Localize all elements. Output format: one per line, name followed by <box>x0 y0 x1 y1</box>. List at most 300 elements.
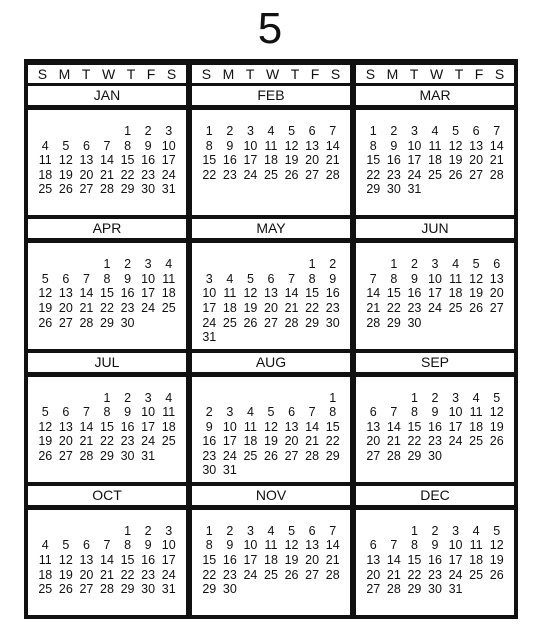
weekday-header-row <box>28 65 514 83</box>
day-number: 10 <box>407 138 422 153</box>
calendar-number-title: 5 <box>257 4 283 53</box>
day-number: 3 <box>144 257 152 272</box>
day-number: 6 <box>82 138 90 153</box>
day-number: 24 <box>448 434 463 449</box>
day-number: 17 <box>222 434 237 449</box>
empty-day-cell <box>363 391 384 406</box>
day-number: 24 <box>428 301 442 316</box>
day-number: 7 <box>369 271 377 286</box>
day-number: 1 <box>205 523 213 538</box>
month-days-panel <box>28 510 186 615</box>
weekday-label: T <box>409 66 419 82</box>
day-number: 26 <box>284 567 299 582</box>
day-number: 24 <box>161 167 176 182</box>
day-number: 1 <box>308 257 316 272</box>
day-number: 4 <box>452 257 460 272</box>
day-number: 17 <box>407 153 422 168</box>
day-number: 17 <box>243 552 258 567</box>
empty-day-cell <box>240 257 261 272</box>
day-number: 18 <box>469 419 484 434</box>
day-number: 27 <box>489 301 504 316</box>
day-number: 17 <box>141 419 156 434</box>
day-number: 4 <box>41 538 49 553</box>
day-number: 14 <box>325 538 340 553</box>
day-number: 26 <box>489 567 504 582</box>
day-number: 27 <box>264 315 278 330</box>
day-number: 22 <box>120 567 135 582</box>
empty-day-cell <box>76 524 97 539</box>
day-number: 25 <box>222 315 237 330</box>
day-number: 12 <box>284 138 299 153</box>
day-number: 1 <box>205 124 213 138</box>
day-number: 11 <box>243 419 257 434</box>
month-aug <box>192 353 350 482</box>
day-number: 29 <box>120 582 135 597</box>
month-name: SEP <box>356 353 514 372</box>
day-number: 24 <box>243 167 258 182</box>
day-number: 26 <box>58 182 73 197</box>
day-number: 13 <box>366 552 381 567</box>
empty-day-cell <box>384 391 405 406</box>
month-oct <box>28 486 186 615</box>
day-number: 26 <box>448 167 463 182</box>
day-number: 7 <box>329 523 337 538</box>
day-number: 19 <box>489 552 504 567</box>
day-number: 1 <box>410 523 418 538</box>
day-number: 20 <box>469 153 484 168</box>
day-number: 6 <box>369 405 377 420</box>
weekday-label: M <box>386 66 399 82</box>
day-number: 15 <box>305 286 320 301</box>
day-number: 25 <box>161 434 176 449</box>
day-number: 15 <box>120 552 135 567</box>
day-grid <box>35 257 179 330</box>
day-number: 8 <box>410 538 418 553</box>
day-number: 28 <box>489 167 504 182</box>
weekday-label: M <box>58 66 71 82</box>
day-number: 8 <box>103 405 111 420</box>
day-number: 30 <box>120 315 135 330</box>
weekday-label: T <box>126 66 136 82</box>
month-days-panel <box>192 243 350 348</box>
weekday-label: M <box>222 66 235 82</box>
day-number: 16 <box>325 286 340 301</box>
month-jan <box>28 86 186 215</box>
day-number: 3 <box>205 271 213 286</box>
day-number: 2 <box>144 523 152 538</box>
month-name: OCT <box>28 486 186 505</box>
empty-day-cell <box>220 391 241 406</box>
day-number: 19 <box>284 153 299 168</box>
day-number: 23 <box>120 301 135 316</box>
day-number: 6 <box>62 271 70 286</box>
day-number: 10 <box>243 538 258 553</box>
day-number: 21 <box>489 153 504 168</box>
day-number: 3 <box>431 257 439 272</box>
day-number: 30 <box>141 582 156 597</box>
day-number: 7 <box>82 405 90 420</box>
day-number: 5 <box>472 257 480 272</box>
day-number: 15 <box>202 153 217 168</box>
day-number: 17 <box>202 301 217 316</box>
day-number: 13 <box>79 153 94 168</box>
day-number: 13 <box>489 271 504 286</box>
day-number: 20 <box>305 552 320 567</box>
day-number: 7 <box>308 405 316 420</box>
day-grid <box>363 391 507 464</box>
day-number: 27 <box>366 448 381 463</box>
day-number: 13 <box>58 419 73 434</box>
day-number: 16 <box>222 552 237 567</box>
day-number: 31 <box>448 582 463 597</box>
day-number: 30 <box>202 463 217 478</box>
day-number: 21 <box>305 434 320 449</box>
day-grid <box>363 124 507 197</box>
day-number: 3 <box>410 124 418 138</box>
day-number: 21 <box>100 567 114 582</box>
empty-day-cell <box>56 391 77 406</box>
day-number: 14 <box>79 419 94 434</box>
day-number: 18 <box>469 552 484 567</box>
day-number: 11 <box>264 138 278 153</box>
day-number: 5 <box>41 271 49 286</box>
empty-day-cell <box>76 391 97 406</box>
weekday-label: F <box>146 66 156 82</box>
day-number: 30 <box>120 448 135 463</box>
month-days-panel <box>356 243 514 348</box>
day-number: 15 <box>325 419 340 434</box>
day-number: 18 <box>38 567 53 582</box>
weekday-label: S <box>37 66 48 82</box>
day-number: 25 <box>448 301 463 316</box>
day-number: 8 <box>369 138 377 153</box>
day-number: 5 <box>246 271 254 286</box>
day-number: 25 <box>264 567 278 582</box>
day-number: 16 <box>141 552 156 567</box>
day-number: 18 <box>161 419 176 434</box>
day-number: 13 <box>284 419 299 434</box>
day-number: 22 <box>366 167 381 182</box>
day-number: 22 <box>407 434 422 449</box>
calendar-frame <box>24 59 518 619</box>
empty-day-cell <box>384 524 405 539</box>
day-number: 6 <box>288 405 296 420</box>
day-number: 18 <box>38 167 53 182</box>
day-number: 21 <box>386 434 401 449</box>
day-number: 10 <box>161 138 176 153</box>
day-number: 25 <box>161 301 176 316</box>
month-days-panel <box>192 377 350 482</box>
weekday-label: S <box>365 66 376 82</box>
weekday-label: T <box>245 66 255 82</box>
day-number: 9 <box>144 538 152 553</box>
weekday-label: T <box>290 66 300 82</box>
day-number: 4 <box>165 390 173 405</box>
day-number: 9 <box>226 538 234 553</box>
day-number: 23 <box>222 167 237 182</box>
day-number: 27 <box>79 182 94 197</box>
day-number: 19 <box>38 301 53 316</box>
empty-day-cell <box>97 524 118 539</box>
day-number: 16 <box>428 552 442 567</box>
day-number: 20 <box>366 434 381 449</box>
day-number: 26 <box>489 434 504 449</box>
day-number: 7 <box>103 138 111 153</box>
month-name: JUL <box>28 353 186 372</box>
day-number: 22 <box>202 167 217 182</box>
day-number: 12 <box>58 153 73 168</box>
empty-day-cell <box>35 124 56 139</box>
empty-day-cell <box>302 391 323 406</box>
weekday-label: W <box>101 66 116 82</box>
day-number: 9 <box>205 419 213 434</box>
day-number: 17 <box>243 153 258 168</box>
day-number: 28 <box>366 315 381 330</box>
day-grid <box>199 524 343 597</box>
day-number: 9 <box>226 138 234 153</box>
day-number: 8 <box>124 538 132 553</box>
day-number: 29 <box>305 315 320 330</box>
day-number: 29 <box>100 448 114 463</box>
day-number: 20 <box>305 153 320 168</box>
day-number: 24 <box>141 434 156 449</box>
day-number: 3 <box>246 124 254 138</box>
day-number: 1 <box>390 257 398 272</box>
day-number: 16 <box>222 153 237 168</box>
weekday-label: S <box>201 66 212 82</box>
day-number: 26 <box>264 448 278 463</box>
day-number: 5 <box>267 405 275 420</box>
day-number: 20 <box>79 567 94 582</box>
day-number: 20 <box>58 434 73 449</box>
day-number: 31 <box>141 448 156 463</box>
day-number: 25 <box>243 448 258 463</box>
day-number: 26 <box>58 582 73 597</box>
day-number: 10 <box>141 405 156 420</box>
day-number: 28 <box>100 582 114 597</box>
day-number: 2 <box>205 405 213 420</box>
day-number: 27 <box>284 448 299 463</box>
day-number: 25 <box>469 567 484 582</box>
day-number: 7 <box>390 405 398 420</box>
day-number: 12 <box>243 286 258 301</box>
day-grid <box>35 391 179 464</box>
empty-day-cell <box>35 257 56 272</box>
day-number: 16 <box>141 153 156 168</box>
day-number: 1 <box>124 523 132 538</box>
day-number: 11 <box>428 138 442 153</box>
day-number: 26 <box>38 315 53 330</box>
day-number: 15 <box>407 552 422 567</box>
day-number: 10 <box>222 419 237 434</box>
day-number: 4 <box>41 138 49 153</box>
day-number: 20 <box>366 567 381 582</box>
empty-day-cell <box>240 391 261 406</box>
day-number: 23 <box>120 434 135 449</box>
weekday-header <box>192 65 350 83</box>
day-number: 23 <box>428 434 442 449</box>
day-number: 16 <box>407 286 422 301</box>
day-number: 22 <box>100 301 114 316</box>
month-days-panel <box>356 377 514 482</box>
day-number: 29 <box>100 315 114 330</box>
day-number: 24 <box>141 301 156 316</box>
month-may <box>192 219 350 348</box>
month-grid <box>28 86 514 615</box>
day-number: 31 <box>407 182 422 197</box>
day-number: 29 <box>407 448 422 463</box>
day-number: 21 <box>386 567 401 582</box>
day-number: 4 <box>246 405 254 420</box>
day-number: 15 <box>100 419 114 434</box>
empty-day-cell <box>56 524 77 539</box>
day-number: 20 <box>58 301 73 316</box>
day-number: 26 <box>469 301 484 316</box>
day-number: 28 <box>284 315 299 330</box>
day-number: 30 <box>325 315 340 330</box>
day-number: 7 <box>493 124 501 138</box>
day-number: 25 <box>38 182 53 197</box>
day-number: 4 <box>472 390 480 405</box>
day-number: 18 <box>448 286 463 301</box>
day-number: 3 <box>144 390 152 405</box>
day-number: 25 <box>469 434 484 449</box>
day-number: 11 <box>162 405 176 420</box>
day-number: 14 <box>305 419 320 434</box>
weekday-header <box>356 65 514 83</box>
day-number: 8 <box>103 271 111 286</box>
day-number: 2 <box>226 523 234 538</box>
day-number: 23 <box>141 567 156 582</box>
month-name: AUG <box>192 353 350 372</box>
day-number: 16 <box>120 419 135 434</box>
day-number: 19 <box>58 567 73 582</box>
day-number: 27 <box>58 448 73 463</box>
day-number: 17 <box>161 552 176 567</box>
day-number: 19 <box>58 167 73 182</box>
day-number: 23 <box>141 167 156 182</box>
day-grid <box>199 124 343 182</box>
month-days-panel <box>356 510 514 615</box>
day-number: 19 <box>448 153 463 168</box>
day-number: 29 <box>120 182 135 197</box>
day-number: 16 <box>428 419 442 434</box>
day-number: 10 <box>448 405 463 420</box>
day-number: 8 <box>410 405 418 420</box>
empty-day-cell <box>281 257 302 272</box>
day-number: 24 <box>222 448 237 463</box>
day-number: 13 <box>305 138 320 153</box>
day-number: 6 <box>308 124 316 138</box>
day-number: 14 <box>386 419 401 434</box>
empty-day-cell <box>363 524 384 539</box>
day-number: 9 <box>390 138 398 153</box>
day-number: 1 <box>369 124 377 138</box>
day-number: 29 <box>386 315 401 330</box>
day-number: 6 <box>267 271 275 286</box>
day-number: 2 <box>329 257 337 272</box>
day-number: 15 <box>407 419 422 434</box>
day-number: 5 <box>493 390 501 405</box>
day-number: 9 <box>410 271 418 286</box>
month-days-panel <box>28 243 186 348</box>
day-number: 3 <box>165 124 173 138</box>
day-number: 11 <box>469 538 483 553</box>
day-number: 25 <box>428 167 442 182</box>
day-number: 21 <box>79 434 94 449</box>
day-number: 8 <box>205 138 213 153</box>
day-number: 5 <box>62 538 70 553</box>
day-number: 13 <box>58 286 73 301</box>
empty-day-cell <box>76 124 97 139</box>
day-number: 21 <box>79 301 94 316</box>
day-number: 24 <box>448 567 463 582</box>
day-number: 23 <box>428 567 442 582</box>
empty-day-cell <box>199 391 220 406</box>
month-name: MAR <box>356 86 514 105</box>
day-number: 19 <box>243 301 258 316</box>
day-number: 29 <box>202 582 217 597</box>
day-grid <box>35 124 179 197</box>
empty-day-cell <box>35 524 56 539</box>
day-number: 18 <box>222 301 237 316</box>
day-number: 12 <box>489 405 504 420</box>
empty-day-cell <box>56 257 77 272</box>
weekday-label: T <box>81 66 91 82</box>
day-number: 24 <box>202 315 217 330</box>
day-number: 9 <box>431 538 439 553</box>
day-number: 5 <box>288 523 296 538</box>
day-number: 8 <box>390 271 398 286</box>
day-number: 17 <box>141 286 156 301</box>
day-number: 9 <box>124 405 132 420</box>
day-number: 28 <box>305 448 320 463</box>
day-number: 11 <box>162 271 176 286</box>
day-number: 1 <box>103 390 111 405</box>
day-number: 15 <box>386 286 401 301</box>
month-apr <box>28 219 186 348</box>
day-number: 12 <box>489 538 504 553</box>
month-days-panel <box>28 377 186 482</box>
day-number: 15 <box>366 153 381 168</box>
day-number: 6 <box>308 523 316 538</box>
weekday-label: F <box>474 66 484 82</box>
day-number: 25 <box>264 167 278 182</box>
day-number: 3 <box>452 390 460 405</box>
weekday-label: F <box>310 66 320 82</box>
day-number: 18 <box>161 286 176 301</box>
empty-day-cell <box>261 391 282 406</box>
day-number: 23 <box>202 448 217 463</box>
day-number: 28 <box>386 448 401 463</box>
day-number: 9 <box>329 271 337 286</box>
day-number: 21 <box>325 552 340 567</box>
day-number: 14 <box>100 153 114 168</box>
day-number: 24 <box>407 167 422 182</box>
day-number: 22 <box>202 567 217 582</box>
weekday-label: S <box>330 66 341 82</box>
day-number: 7 <box>288 271 296 286</box>
day-number: 2 <box>144 124 152 138</box>
day-number: 18 <box>264 153 278 168</box>
day-number: 27 <box>305 567 320 582</box>
day-number: 13 <box>366 419 381 434</box>
day-number: 24 <box>243 567 258 582</box>
day-number: 4 <box>165 257 173 272</box>
day-grid <box>363 524 507 597</box>
day-number: 19 <box>489 419 504 434</box>
day-number: 20 <box>489 286 504 301</box>
